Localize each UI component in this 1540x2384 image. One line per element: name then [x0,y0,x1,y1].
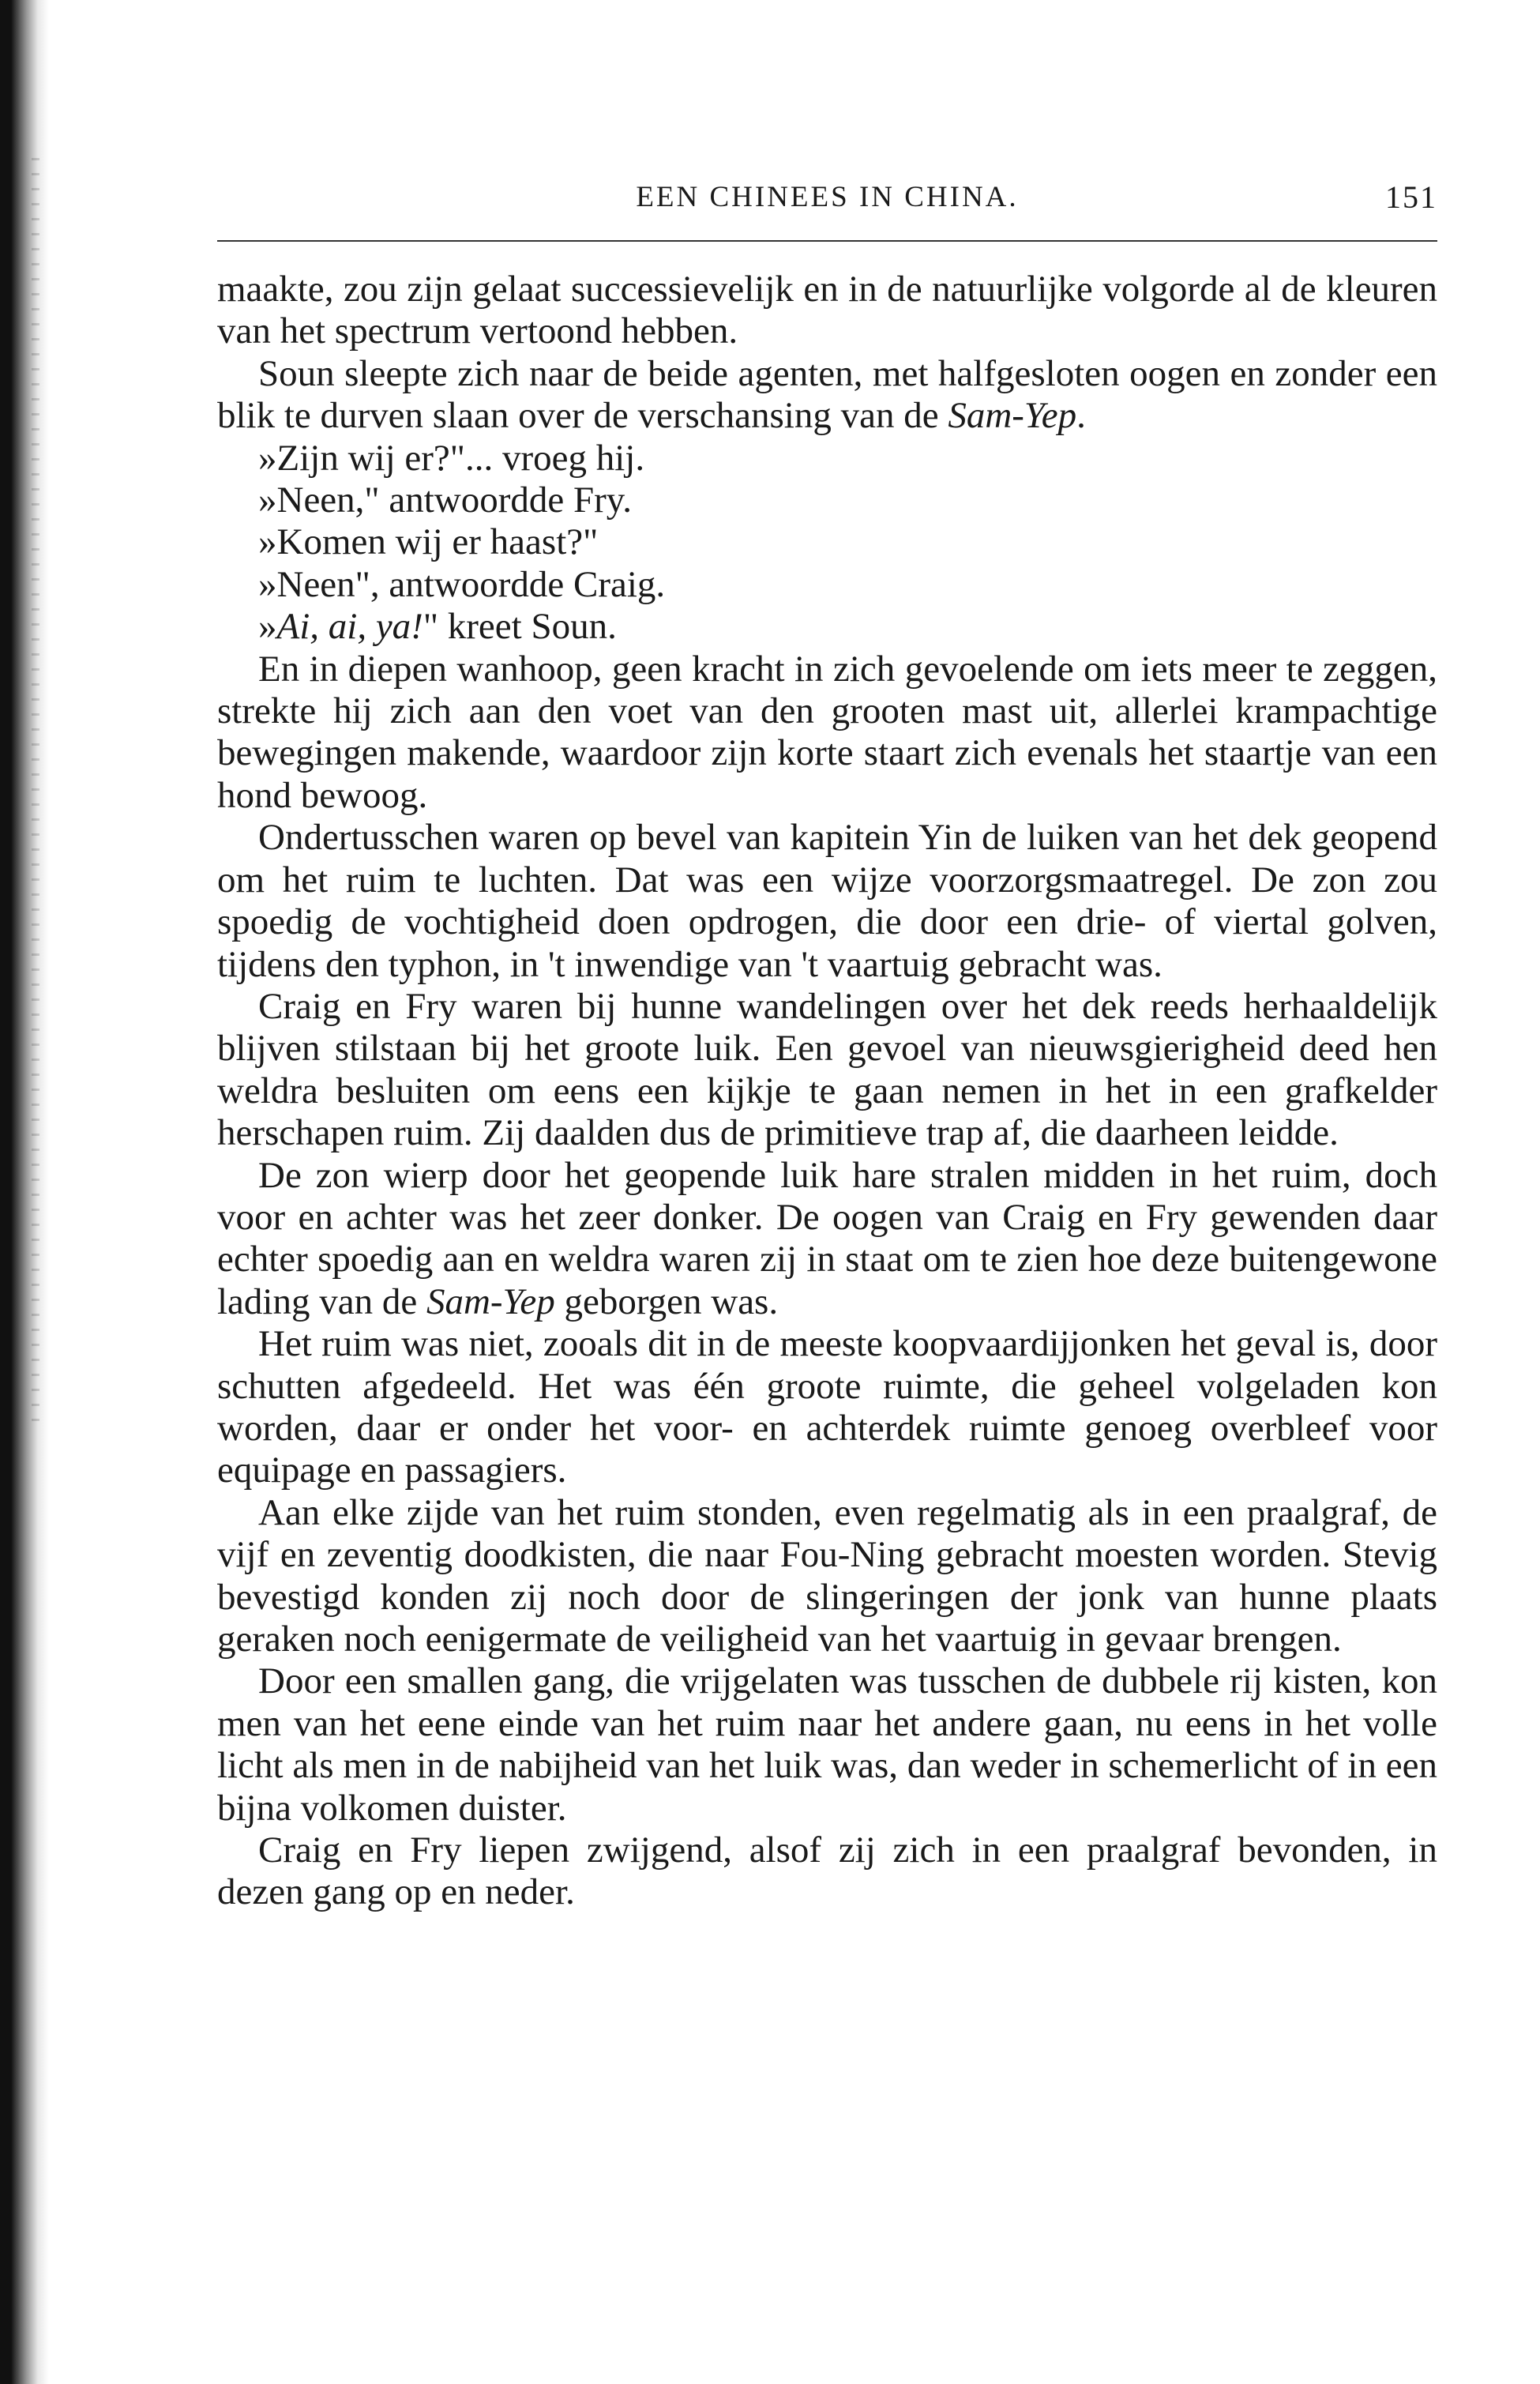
dialogue-line: »Komen wij er haast?" [258,521,599,563]
paragraph-text: geborgen was. [554,1280,779,1322]
paragraph-text: . [1076,395,1086,437]
paragraph-continuation: maakte, zou zijn gelaat successievelijk en in de natuurlijke volgorde al de kleuren van het spectrum vertoond hebben. [217,269,1437,352]
quote-mark: » [258,606,277,648]
paragraph-text: De zon wierp door het geopende luik hare stralen midden in het ruim, doch voor en achter was het zeer donker. De oogen van Craig en Fry gewenden daar echter spoedig aan en weldra waren zij in staat om te zien hoe deze buitengewone lading van de [217,1154,1437,1322]
ship-name: Sam-Yep [426,1280,555,1322]
paragraph: Craig en Fry liepen zwijgend, alsof zij zich in een praalgraf bevonden, in dezen gang op en neder. [217,1829,1437,1913]
header-rule [217,240,1437,242]
paragraph: Craig en Fry waren bij hunne wandelingen over het dek reeds herhaaldelijk blijven stilstaan bij het groote luik. Een gevoel van nieuwsgierigheid deed hen weldra besluiten om eens een kijkje te gaan nemen in het in een grafkelder herschapen ruim. Zij daalden dus de primitieve trap af, die daarheen leidde. [217,985,1437,1154]
dialogue-text: " kreet Soun. [423,606,617,648]
exclamation: Ai, ai, ya! [276,606,423,648]
paragraph: Door een smallen gang, die vrijgelaten was tusschen de dubbele rij kisten, kon men van het eene einde van het ruim naar het andere gaan, nu eens in het volle licht als men in de nabijheid van het luik was, dan weder in schemerlicht of in een bijna volkomen duister. [217,1660,1437,1829]
binding-texture [32,158,39,1422]
dialogue-line: »Neen", antwoordde Craig. [258,563,666,605]
page-number: 151 [1385,179,1437,215]
paragraph: En in diepen wanhoop, geen kracht in zich gevoelende om iets meer te zeggen, strekte hij zich aan den voet van den grooten mast uit, allerlei krampachtige bewegingen makende, waardoor zijn korte staart zich evenals het staartje van een hond bewoog. [217,648,1437,816]
body-text [217,269,1437,1914]
paragraph [217,1155,1437,1324]
ship-name: Sam-Yep [948,395,1077,437]
paragraph: Het ruim was niet, zooals dit in de meeste koopvaardijjonken het geval is, door schutten afgedeeld. Het was één groote ruimte, die geheel volgeladen kon worden, daar er onder het voor- en achterdek ruimte genoeg overbleef voor equipage en passagiers. [217,1323,1437,1491]
paragraph: Ondertusschen waren op bevel van kapitein Yin de luiken van het dek geopend om het ruim te luchten. Dat was een wijze voorzorgsmaatregel. De zon zou spoedig de vochtigheid doen opdrogen, die door een drie- of viertal golven, tijdens den typhon, in 't inwendige van 't vaartuig gebracht was. [217,817,1437,985]
paragraph: Aan elke zijde van het ruim stonden, even regelmatig als in een praalgraf, de vijf en zeventig doodkisten, die naar Fou-Ning gebracht moesten worden. Stevig bevestigd konden zij noch door de slingeringen der jonk van hunne plaats geraken noch eenigermate de veiligheid van het vaartuig in gevaar brengen. [217,1491,1437,1660]
paragraph [217,353,1437,438]
book-binding-edge [0,0,49,2384]
running-title: EEN CHINEES IN CHINA. [636,181,1019,213]
paragraph-text: Soun sleepte zich naar de beide agenten, met halfgesloten oogen en zonder een blik te durven slaan over de verschansing van de [217,352,1437,437]
dialogue-line: »Zijn wij er?"... vroeg hij. [258,437,645,479]
page-header [217,174,1437,221]
dialogue-line [217,606,1437,648]
dialogue-line: »Neen," antwoordde Fry. [258,479,632,521]
